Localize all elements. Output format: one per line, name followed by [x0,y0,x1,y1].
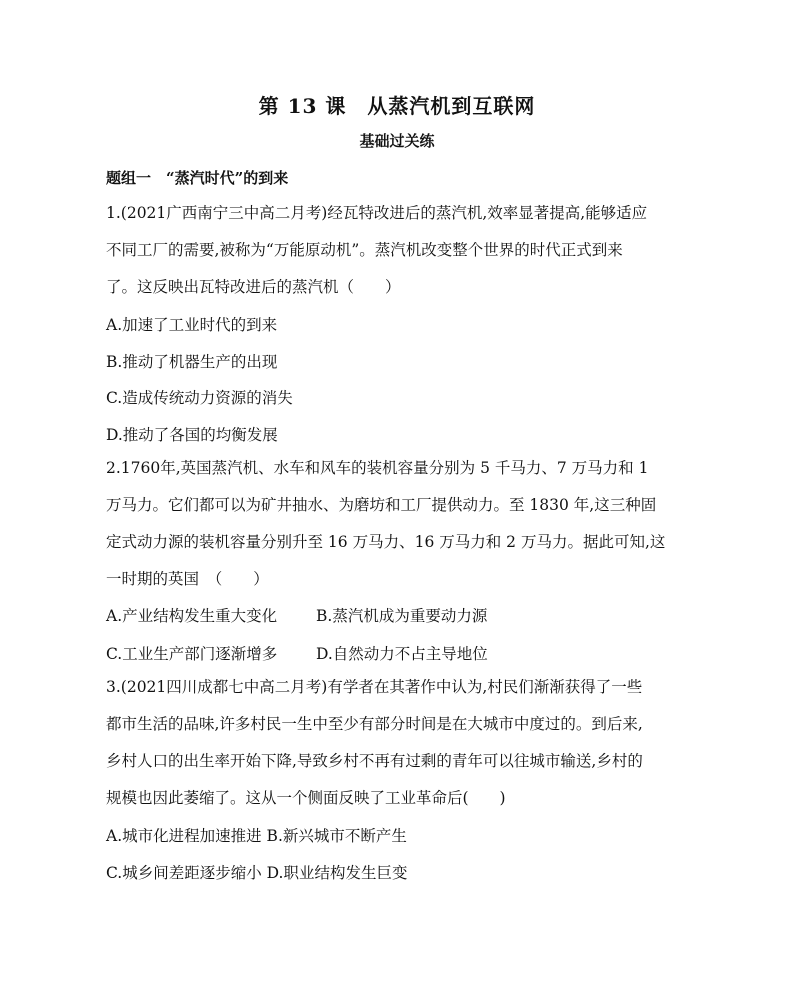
question-3-line: 3.(2021四川成都七中高二月考)有学者在其著作中认为,村民们渐渐获得了一些 [106,678,643,696]
question-3-options-cd: C.城乡间差距逐步缩小 D.职业结构发生巨变 [106,864,408,882]
question-1-option-d: D.推动了各国的均衡发展 [106,426,278,444]
question-2-line: 定式动力源的装机容量分别升至 16 万马力、16 万马力和 2 万马力。据此可知,这 [106,533,666,551]
lesson-title: 第 13 课 从蒸汽机到互联网 [258,94,536,118]
question-1-line: 1.(2021广西南宁三中高二月考)经瓦特改进后的蒸汽机,效率显著提高,能够适应 [106,204,648,222]
question-2-option-c: C.工业生产部门逐渐增多 [106,645,278,663]
question-2-stem [106,450,696,598]
question-3-line: 乡村人口的出生率开始下降,导致乡村不再有过剩的青年可以往城市输送,乡村的 [106,752,643,770]
question-2-option-a: A.产业结构发生重大变化 [106,607,278,625]
question-2-option-b: B.蒸汽机成为重要动力源 [316,607,488,625]
question-group-title: 题组一 “蒸汽时代”的到来 [106,169,289,187]
question-2-line: 2.1760年,英国蒸汽机、水车和风车的装机容量分别为 5 千马力、7 万马力和 1 [106,459,649,477]
section-subtitle: 基础过关练 [359,132,435,150]
question-3-options-ab: A.城市化进程加速推进 B.新兴城市不断产生 [106,827,407,845]
question-1-stem [106,195,696,306]
question-2-line: 一时期的英国 （ ） [106,570,269,588]
question-1-option-b: B.推动了机器生产的出现 [106,353,278,371]
question-1-line: 不同工厂的需要,被称为“万能原动机”。蒸汽机改变整个世界的时代正式到来 [106,241,623,259]
question-3-line: 规模也因此萎缩了。这从一个侧面反映了工业革命后( ) [106,789,506,807]
question-2-option-d: D.自然动力不占主导地位 [316,645,488,663]
question-1-line: 了。这反映出瓦特改进后的蒸汽机（ ） [106,278,401,296]
question-2-line: 万马力。它们都可以为矿井抽水、为磨坊和工厂提供动力。至 1830 年,这三种固 [106,496,657,514]
question-3-line: 都市生活的品味,许多村民一生中至少有部分时间是在大城市中度过的。到后来, [106,715,643,733]
question-1-option-c: C.造成传统动力资源的消失 [106,389,293,407]
question-3-stem [106,669,696,817]
question-1-option-a: A.加速了工业时代的到来 [106,316,278,334]
